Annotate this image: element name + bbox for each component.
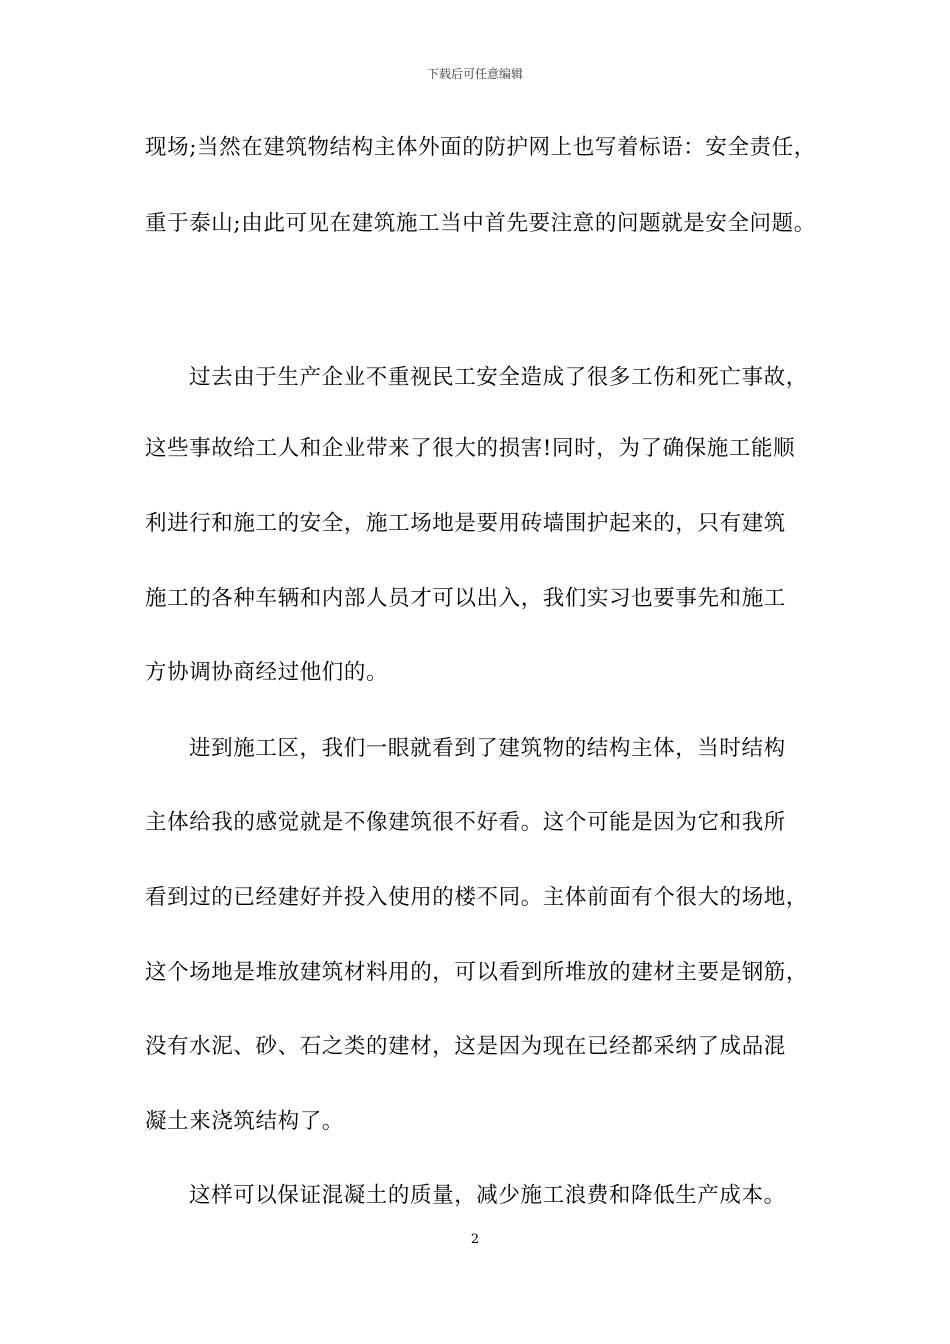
paragraph-3-line-1: 进到施工区，我们一眼就看到了建筑物的结构主体，当时结构 — [189, 736, 786, 761]
paragraph-2-line-2: 这些事故给工人和企业带来了很大的损害!同时，为了确保施工能顺 — [145, 436, 796, 461]
paragraph-1-line-2: 重于泰山;由此可见在建筑施工当中首先要注意的问题就是安全问题。 — [145, 211, 816, 236]
paragraph-2-line-3: 利进行和施工的安全，施工场地是要用砖墙围护起来的，只有建筑 — [145, 511, 786, 536]
paragraph-1-line-1: 现场;当然在建筑物结构主体外面的防护网上也写着标语：安全责任， — [145, 135, 816, 160]
page-header-note: 下载后可任意编辑 — [426, 67, 523, 81]
paragraph-2-line-5: 方协调协商经过他们的。 — [145, 660, 389, 685]
paragraph-2-line-1: 过去由于生产企业不重视民工安全造成了很多工伤和死亡事故， — [189, 365, 808, 390]
paragraph-3-line-4: 这个场地是堆放建筑材料用的，可以看到所堆放的建材主要是钢筋， — [145, 960, 809, 985]
paragraph-4-line-1: 这样可以保证混凝土的质量，减少施工浪费和降低生产成本。 — [189, 1183, 786, 1208]
paragraph-3-line-3: 看到过的已经建好并投入使用的楼不同。主体前面有个很大的场地， — [145, 885, 809, 910]
page-number: 2 — [470, 1232, 480, 1247]
paragraph-3-line-5: 没有水泥、砂、石之类的建材，这是因为现在已经都采纳了成品混 — [145, 1034, 786, 1059]
paragraph-3-line-2: 主体给我的感觉就是不像建筑很不好看。这个可能是因为它和我所 — [145, 810, 786, 835]
paragraph-2-line-4: 施工的各种车辆和内部人员才可以出入，我们实习也要事先和施工 — [145, 586, 786, 611]
paragraph-3-line-6: 凝土来浇筑结构了。 — [145, 1109, 344, 1134]
